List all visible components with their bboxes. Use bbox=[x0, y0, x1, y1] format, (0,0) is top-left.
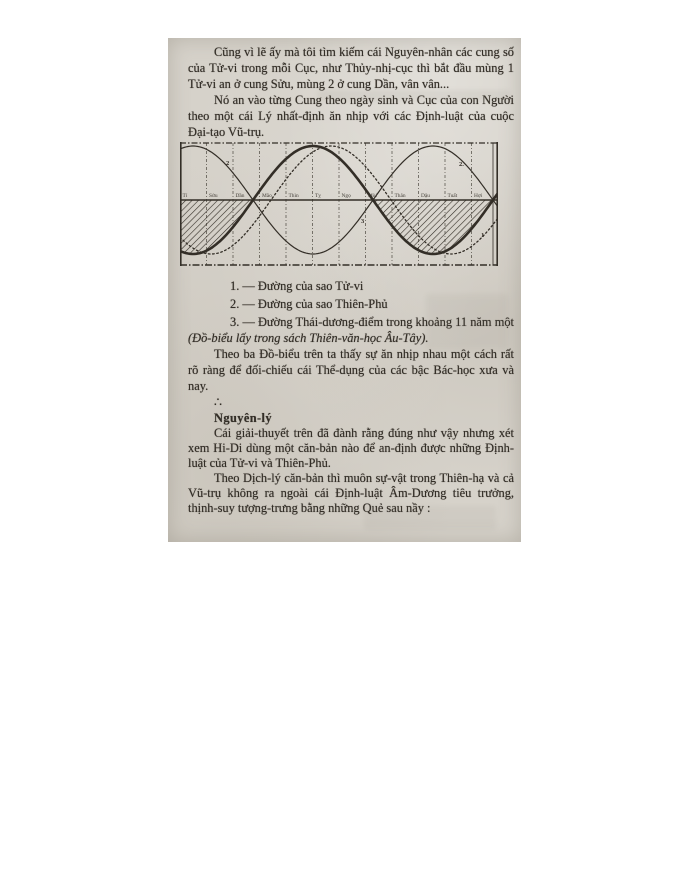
asterism-divider: ∴ bbox=[214, 395, 224, 409]
legend-source-note: (Đồ-biểu lấy trong sách Thiên-văn-học Âu-Tây). bbox=[188, 331, 429, 345]
chart-legend bbox=[188, 278, 514, 346]
svg-text:Sửu: Sửu bbox=[209, 193, 218, 199]
svg-text:Mùi: Mùi bbox=[368, 193, 377, 199]
svg-text:Mão: Mão bbox=[262, 193, 272, 199]
legend-item-tu-vi bbox=[188, 278, 514, 294]
svg-text:Hợi: Hợi bbox=[474, 193, 483, 199]
legend-marker: 2. — bbox=[230, 297, 255, 311]
legend-marker: 1. — bbox=[230, 279, 255, 293]
chart-figure bbox=[180, 142, 498, 266]
legend-marker: 3. — bbox=[230, 315, 255, 329]
svg-text:Tỵ: Tỵ bbox=[315, 193, 321, 199]
legend-text: Đường Thái-dương-điểm trong khoảng 11 năm một bbox=[257, 315, 514, 329]
paragraph-theo-ba: Theo ba Đồ-biểu trên ta thấy sự ăn nhịp nhau một cách rất rõ ràng để đối-chiếu cái Thể-dụng của các bậc Bác-học xưa và nay. bbox=[188, 347, 514, 393]
svg-text:Tuất: Tuất bbox=[447, 193, 458, 199]
svg-text:1: 1 bbox=[481, 232, 485, 239]
svg-text:3: 3 bbox=[361, 218, 365, 225]
legend-item-thien-phu bbox=[188, 296, 514, 312]
legend-item-thai-duong bbox=[188, 314, 514, 346]
scanned-page bbox=[168, 38, 521, 542]
paragraph-dich-ly: Theo Dịch-lý căn-bản thì muôn sự-vật trong Thiên-hạ và cả Vũ-trụ không ra ngoài cái Định-luật Âm-Dương tiêu trưởng, thịnh-suy tượng-trưng bằng những Quẻ sau nầy : bbox=[188, 471, 514, 515]
legend-text: Đường của sao Tử-vi bbox=[257, 279, 364, 293]
svg-text:2.: 2. bbox=[459, 161, 464, 168]
svg-text:2: 2 bbox=[226, 160, 230, 167]
chart-svg bbox=[180, 142, 498, 266]
paragraph-intro: Cũng vì lẽ ấy mà tôi tìm kiếm cái Nguyên-nhân các cung số của Tử-vi trong mỗi Cục, như Thủy-nhị-cục thì bắt đầu mùng 1 Tử-vi an ở cung Sửu, mùng 2 ở cung Dần, vân vân... bbox=[188, 45, 514, 91]
svg-text:Thân: Thân bbox=[394, 193, 406, 199]
legend-text: Đường của sao Thiên-Phủ bbox=[257, 297, 388, 311]
svg-text:Tí: Tí bbox=[182, 193, 188, 199]
section-heading: Nguyên-lý bbox=[214, 411, 272, 425]
svg-text:Dậu: Dậu bbox=[421, 193, 430, 199]
svg-text:Thìn: Thìn bbox=[288, 193, 299, 199]
svg-text:Ngọ: Ngọ bbox=[341, 193, 351, 199]
svg-text:Dần: Dần bbox=[235, 193, 245, 199]
paragraph-cung: Nó an vào từng Cung theo ngày sinh và Cục của con Người theo một cái Lý nhất-định ăn nhịp với các Định-luật của cuộc Đại-tạo Vũ-trụ. bbox=[188, 93, 514, 139]
paragraph-giai-thuyet: Cái giải-thuyết trên đã đành rằng đúng như vậy nhưng xét xem Hi-Di dùng một căn-bản nào để an-định được những Định-luật của Tử-vi và Thiên-Phủ. bbox=[188, 426, 514, 470]
